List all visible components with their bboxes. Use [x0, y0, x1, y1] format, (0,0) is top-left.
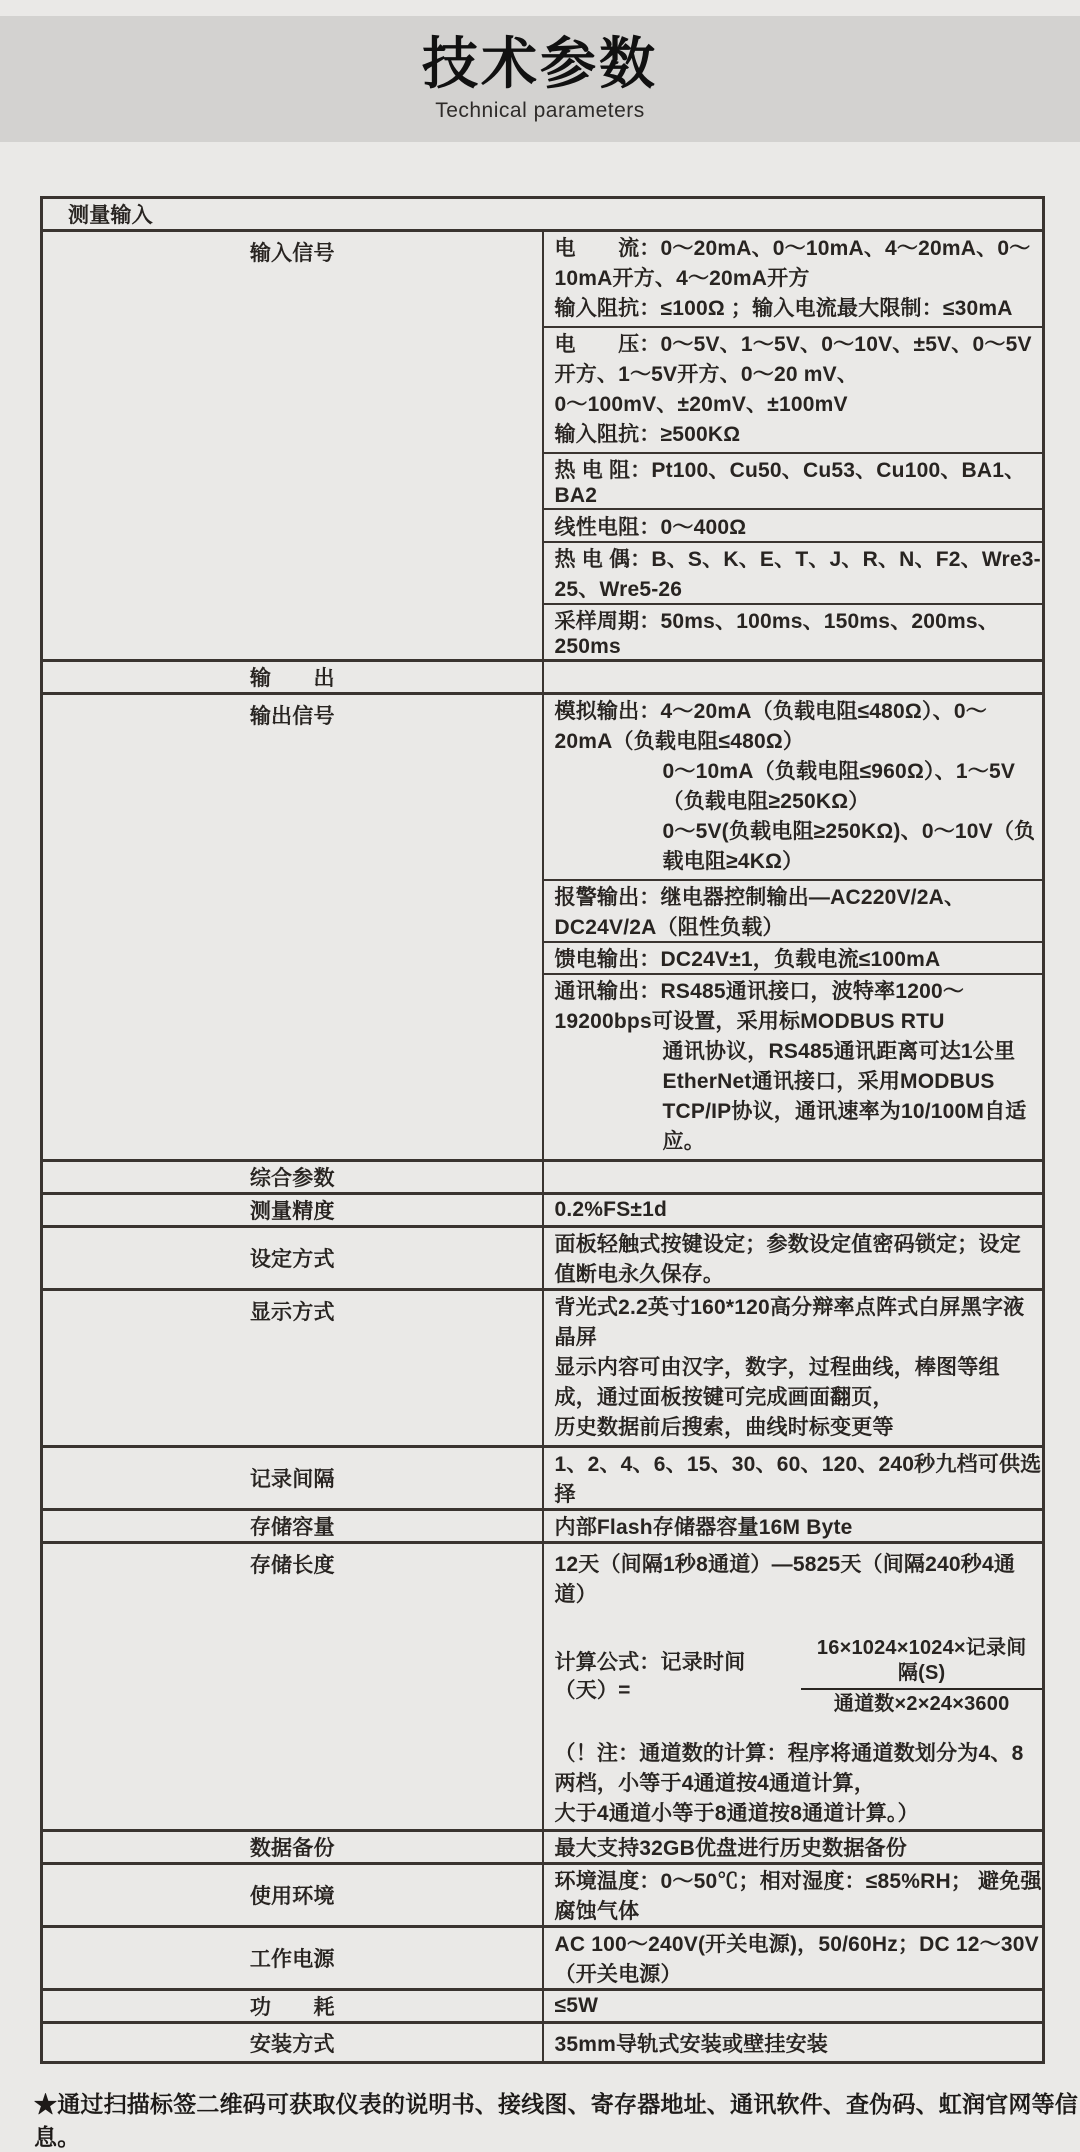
row-label: 测量精度: [42, 1194, 543, 1227]
row-label: 设定方式: [42, 1227, 543, 1290]
value-line: 电 流：0～20mA、0～10mA、4～20mA、0～10mA开方、4～20mA开方: [554, 237, 1031, 290]
row-label: 存储长度: [42, 1543, 543, 1831]
row-record-interval: [42, 1447, 1044, 1510]
row-value: 馈电输出：DC24V±1，负载电流≤100mA: [543, 942, 1044, 974]
row-label: 记录间隔: [42, 1447, 543, 1510]
value-line: 背光式2.2英寸160*120高分辩率点阵式白屏黑字液晶屏: [554, 1296, 1025, 1349]
row-value: [543, 694, 1044, 881]
row-general-header: [42, 1161, 1044, 1194]
row-power: [42, 1927, 1044, 1990]
formula-prefix: 计算公式：记录时间（天）=: [554, 1650, 746, 1702]
row-value: 热 电 阻：Pt100、Cu50、Cu53、Cu100、BA1、BA2: [543, 453, 1044, 509]
row-value: 采样周期：50ms、100ms、150ms、200ms、250ms: [543, 604, 1044, 661]
value-line: 大于4通道小等于8通道按8通道计算。）: [554, 1802, 919, 1825]
row-output-signal-analog: [42, 694, 1044, 881]
row-output-header: [42, 661, 1044, 694]
page-subtitle: Technical parameters: [435, 98, 645, 122]
row-label: 输出信号: [42, 694, 543, 1161]
storage-range: 12天（间隔1秒8通道）—5825天（间隔240秒4通道）: [554, 1553, 1016, 1606]
row-value-empty: [543, 1161, 1044, 1194]
value-line: （！注：通道数的计算：程序将通道数划分为4、8两档，小等于4通道按4通道计算，: [554, 1742, 1024, 1795]
row-mounting: [42, 2023, 1044, 2063]
row-value: [543, 1290, 1044, 1447]
row-label: 输 出: [42, 661, 543, 694]
row-backup: [42, 1831, 1044, 1864]
row-value: [543, 327, 1044, 453]
row-value: [543, 1543, 1044, 1831]
row-value: 报警输出：继电器控制输出—AC220V/2A、DC24V/2A（阻性负载）: [543, 880, 1044, 942]
row-value: [543, 974, 1044, 1161]
row-measure-input-header: [42, 198, 1044, 231]
row-environment: [42, 1864, 1044, 1927]
row-value: 35mm导轨式安装或壁挂安装: [543, 2023, 1044, 2063]
storage-formula: [555, 1636, 1043, 1717]
row-label: 使用环境: [42, 1864, 543, 1927]
row-label: 综合参数: [42, 1161, 543, 1194]
row-value-empty: [543, 661, 1044, 694]
row-value: 最大支持32GB优盘进行历史数据备份: [543, 1831, 1044, 1864]
row-value: 内部Flash存储器容量16M Byte: [543, 1510, 1044, 1543]
value-line: 历史数据前后搜索，曲线时标变更等: [554, 1416, 894, 1439]
page-title: 技术参数: [422, 31, 658, 95]
footnote: [34, 2086, 1080, 2152]
row-label: 功 耗: [42, 1990, 543, 2023]
storage-note: [555, 1739, 1043, 1829]
row-display: [42, 1290, 1044, 1447]
row-value: 热 电 偶：B、S、K、E、T、J、R、N、F2、Wre3-25、Wre5-26: [543, 542, 1044, 604]
row-setting: [42, 1227, 1044, 1290]
row-storage-capacity: [42, 1510, 1044, 1543]
value-line: 通讯输出：RS485通讯接口，波特率1200～19200bps可设置，采用标MODBUS RTU: [554, 980, 965, 1033]
value-line: 0～100mV、±20mV、±100mV: [554, 393, 848, 416]
section-header: 测量输入: [68, 204, 153, 227]
value-line: 输入阻抗：≤100Ω ；输入电流最大限制：≤30mA: [554, 297, 1013, 320]
spec-table: [40, 196, 1045, 2064]
row-value: [543, 231, 1044, 328]
value-line: 显示内容可由汉字，数字，过程曲线，棒图等组成，通过面板按键可完成画面翻页，: [554, 1356, 1000, 1409]
title-band: [0, 16, 1080, 142]
row-value: 0.2%FS±1d: [543, 1194, 1044, 1227]
row-input-signal-current: [42, 231, 1044, 328]
value-line: 输入阻抗：≥500KΩ: [554, 423, 741, 446]
row-consumption: [42, 1990, 1044, 2023]
row-label: 安装方式: [42, 2023, 543, 2063]
formula-denominator: 通道数×2×24×3600: [833, 1693, 1010, 1715]
row-value: AC 100～240V(开关电源)，50/60Hz；DC 12～30V（开关电源）: [543, 1927, 1044, 1990]
row-label: 显示方式: [42, 1290, 543, 1447]
row-value: 面板轻触式按键设定；参数设定值密码锁定；设定值断电永久保存。: [543, 1227, 1044, 1290]
footnote-text: 通过扫描标签二维码可获取仪表的说明书、接线图、寄存器地址、通讯软件、查伪码、虹润官网等信息。: [34, 2091, 1079, 2150]
value-line: EtherNet通讯接口，采用MODBUS TCP/IP协议，通讯速率为10/100M自适应。: [662, 1070, 1027, 1153]
formula-numerator: 16×1024×1024×记录间隔(S): [801, 1636, 1042, 1690]
value-line: 0～10mA（负载电阻≤960Ω）、1～5V（负载电阻≥250KΩ）: [662, 760, 1016, 813]
row-value: ≤5W: [543, 1990, 1044, 2023]
value-line: 模拟输出：4～20mA（负载电阻≤480Ω）、0～20mA（负载电阻≤480Ω）: [554, 700, 987, 753]
row-label: 工作电源: [42, 1927, 543, 1990]
row-accuracy: [42, 1194, 1044, 1227]
row-label: 数据备份: [42, 1831, 543, 1864]
row-value: 线性电阻：0～400Ω: [543, 509, 1044, 542]
star-icon: ★: [34, 2091, 58, 2117]
value-line: 电 压：0～5V、1～5V、0～10V、±5V、0～5V开方、1～5V开方、0～20 mV、: [554, 333, 1032, 386]
value-line: 0～5V(负载电阻≥250KΩ)、0～10V（负载电阻≥4KΩ）: [662, 820, 1036, 873]
row-label: 存储容量: [42, 1510, 543, 1543]
row-value: 1、2、4、6、15、30、60、120、240秒九档可供选择: [543, 1447, 1044, 1510]
row-storage-length: [42, 1543, 1044, 1831]
row-value: 环境温度：0～50℃；相对湿度：≤85%RH； 避免强腐蚀气体: [543, 1864, 1044, 1927]
value-line: 通讯协议，RS485通讯距离可达1公里: [662, 1040, 1016, 1063]
formula-fraction: [801, 1636, 1042, 1717]
row-label: 输入信号: [42, 231, 543, 661]
